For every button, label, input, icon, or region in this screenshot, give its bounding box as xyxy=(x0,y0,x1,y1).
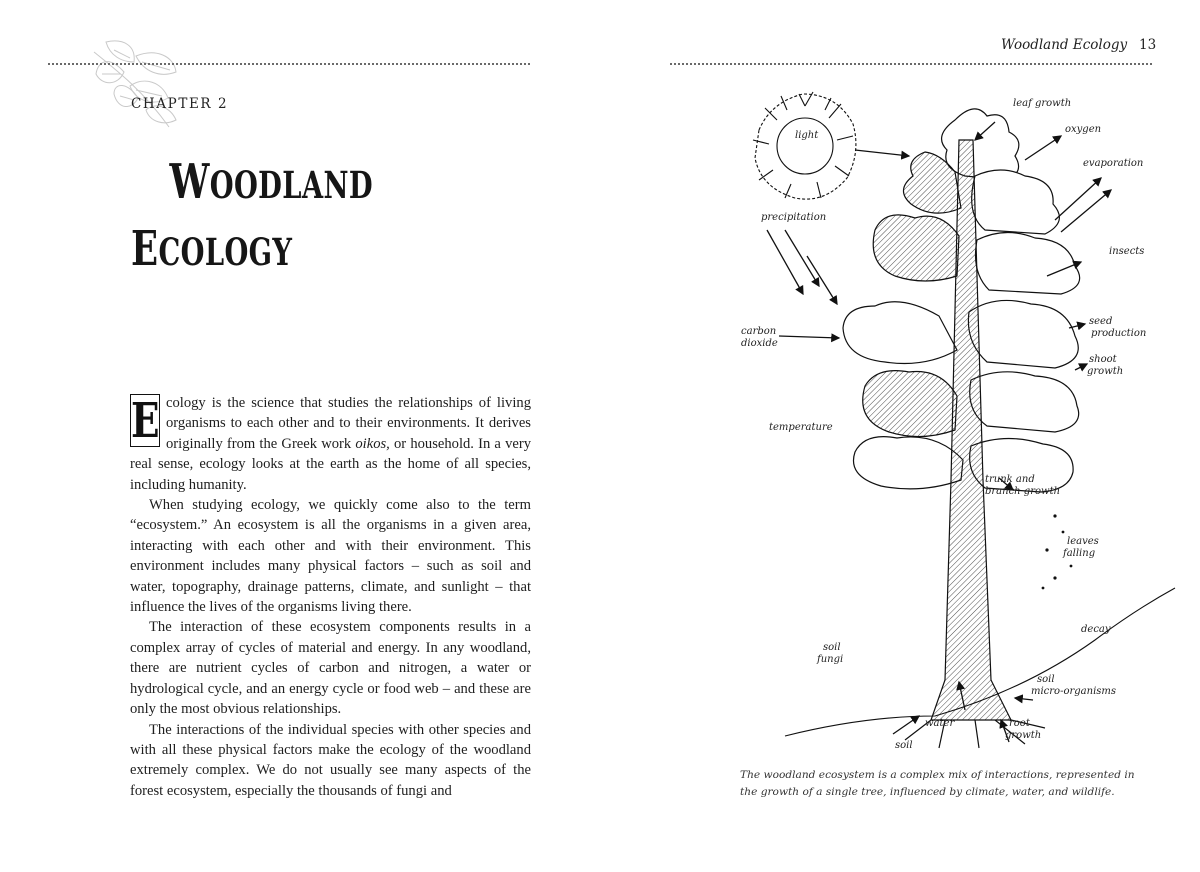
label-root: root xyxy=(1009,718,1030,729)
title-initial: W xyxy=(169,154,210,210)
label-falling: falling xyxy=(1063,548,1096,559)
paragraph: When studying ecology, we quickly come also to the term “ecosystem.” An ecosystem is all the organisms in a given area, interacting with each other and with their environment. This environment includes many physical factors – such as soil and water, topography, drainage patterns, climate, and sunlight – that influence the lives of the organisms living there. xyxy=(130,497,531,616)
label-leaves: leaves xyxy=(1067,536,1099,547)
label-production: production xyxy=(1091,328,1147,339)
right-page xyxy=(600,0,1200,872)
title-rest: OODLAND xyxy=(209,163,374,207)
label-soil-fungi-2: fungi xyxy=(817,654,844,665)
label-leaf-growth: leaf growth xyxy=(1013,98,1072,109)
drop-cap: E xyxy=(130,392,160,449)
chapter-title-line-1 xyxy=(131,151,373,218)
label-trunk-and: trunk and xyxy=(985,474,1035,485)
tree-illustration xyxy=(725,80,1185,760)
header-rule xyxy=(670,63,1152,65)
label-evaporation: evaporation xyxy=(1083,158,1144,169)
body-text xyxy=(130,393,531,801)
figure-caption: The woodland ecosystem is a complex mix of interactions, represented in the growth of a single tree, influenced by climate, water, and wildlife. xyxy=(740,769,1135,798)
label-shoot: shoot xyxy=(1089,354,1117,365)
label-decay: decay xyxy=(1081,624,1111,635)
paragraph: The interactions of the individual species with other species and with all these physical factors make the ecology of the woodland extremely complex. We do not usually see many aspects of the forest ecosystem, especially the thousands of fungi and xyxy=(130,721,531,799)
label-temperature: temperature xyxy=(769,422,833,433)
page-number: 13 xyxy=(1139,37,1157,53)
label-oxygen: oxygen xyxy=(1065,124,1102,135)
leaf-ornament-icon xyxy=(84,32,192,136)
left-page xyxy=(0,0,590,872)
label-precipitation: precipitation xyxy=(761,212,827,223)
title-rest: COLOGY xyxy=(158,230,293,274)
title-initial: E xyxy=(131,221,159,277)
header-rule xyxy=(48,63,530,65)
label-branch-growth: branch growth xyxy=(985,486,1061,497)
label-dioxide: dioxide xyxy=(741,338,778,349)
label-light: light xyxy=(795,130,819,141)
label-root-growth: growth xyxy=(1005,730,1042,741)
chapter-label: CHAPTER 2 xyxy=(131,96,229,112)
sun-icon xyxy=(753,92,856,199)
label-soil-micro-1: soil xyxy=(1037,674,1055,685)
label-soil-micro-2: micro-organisms xyxy=(1031,686,1117,697)
paragraph: The interaction of these ecosystem components results in a complex array of cycles of material and energy. In any woodland, there are nutrient cycles of carbon and nitrogen, a water or hydrological cycle, and an energy cycle or food web – and these are only the most obvious relationships. xyxy=(130,619,531,718)
paragraph: E cology is the science that studies the relationships of living organisms to each other and to their environments. It derives originally from the Greek work oikos, or household. In a very real sense, ecology looks at the earth as the home of all species, including humanity. xyxy=(130,392,531,493)
label-soil-fungi-1: soil xyxy=(823,642,841,653)
label-water: water xyxy=(925,718,955,729)
running-head: Woodland Ecology xyxy=(1001,37,1128,53)
label-insects: insects xyxy=(1109,246,1145,257)
label-seed: seed xyxy=(1089,316,1113,327)
chapter-title xyxy=(131,151,373,285)
chapter-title-line-2 xyxy=(131,218,373,285)
label-soil: soil xyxy=(895,740,913,751)
label-carbon: carbon xyxy=(741,326,777,337)
italic-term: oikos, xyxy=(355,435,390,452)
label-growth: growth xyxy=(1087,366,1124,377)
